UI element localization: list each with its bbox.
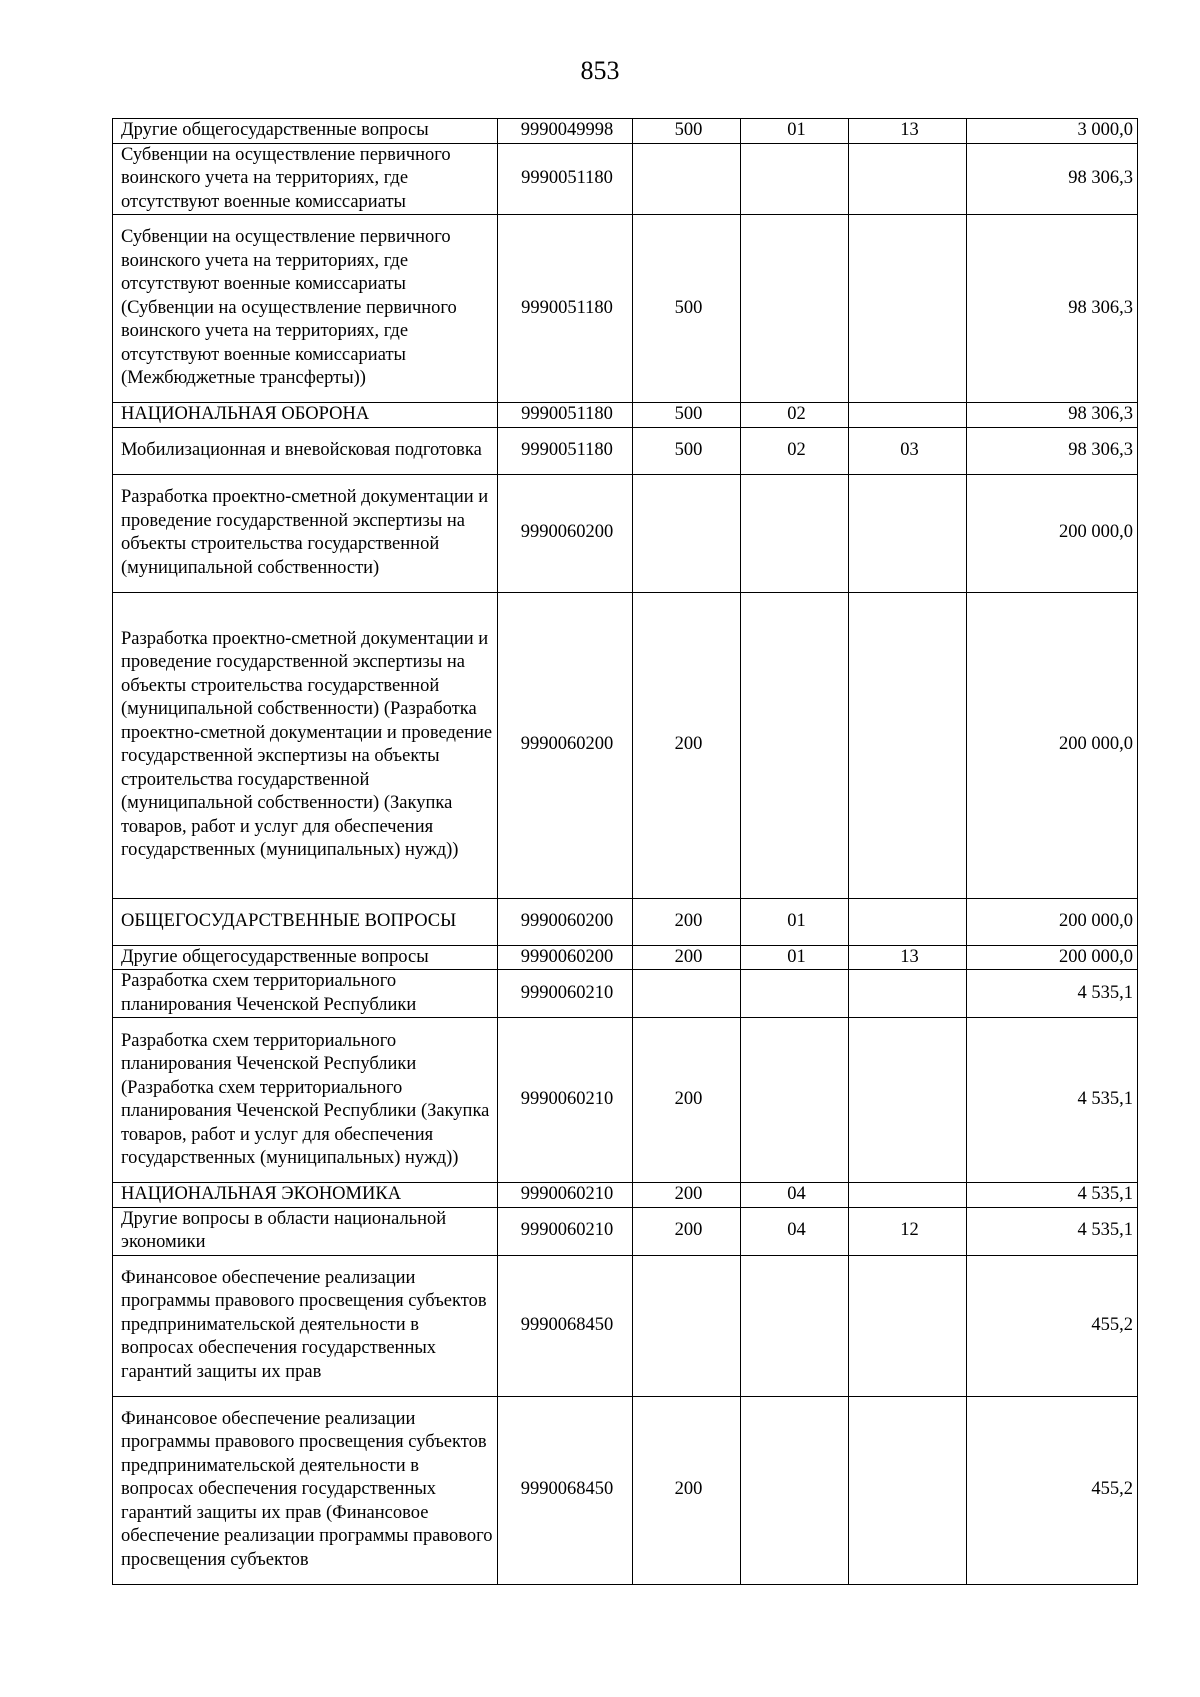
table-row <box>113 1018 1138 1183</box>
row-expense-type: 200 <box>633 1183 741 1208</box>
row-expense-type: 200 <box>633 945 741 970</box>
row-name: НАЦИОНАЛЬНАЯ ЭКОНОМИКА <box>113 1183 498 1208</box>
row-section: 01 <box>741 945 849 970</box>
row-section: 01 <box>741 898 849 945</box>
row-target-code: 9990051180 <box>498 427 633 474</box>
row-section <box>741 143 849 215</box>
row-target-code: 9990049998 <box>498 119 633 144</box>
row-section <box>741 1018 849 1183</box>
table-row <box>113 215 1138 403</box>
row-name: Финансовое обеспечение реализации программы правового просвещения субъектов предпринимательской деятельности в вопросах обеспечения государственных гарантий защиты их прав (Финансовое обеспечение реализации программы правового просвещения субъектов <box>113 1396 498 1584</box>
row-subsection <box>849 1255 967 1396</box>
row-subsection <box>849 1018 967 1183</box>
row-subsection <box>849 474 967 592</box>
row-target-code: 9990060210 <box>498 970 633 1018</box>
row-section: 02 <box>741 427 849 474</box>
row-name: Разработка схем территориального планирования Чеченской Республики (Разработка схем территориального планирования Чеченской Республики (Закупка товаров, работ и услуг для обеспечения государственных (муниципальных) нужд)) <box>113 1018 498 1183</box>
table-row <box>113 1183 1138 1208</box>
row-section <box>741 1255 849 1396</box>
row-target-code: 9990051180 <box>498 215 633 403</box>
table-row <box>113 403 1138 428</box>
row-section: 01 <box>741 119 849 144</box>
row-name: Субвенции на осуществление первичного воинского учета на территориях, где отсутствуют военные комиссариаты <box>113 143 498 215</box>
row-name: Финансовое обеспечение реализации программы правового просвещения субъектов предпринимательской деятельности в вопросах обеспечения государственных гарантий защиты их прав <box>113 1255 498 1396</box>
table-row <box>113 427 1138 474</box>
row-subsection: 12 <box>849 1207 967 1255</box>
table-row <box>113 474 1138 592</box>
row-amount: 455,2 <box>967 1255 1138 1396</box>
row-expense-type: 200 <box>633 1207 741 1255</box>
row-target-code: 9990068450 <box>498 1396 633 1584</box>
row-expense-type: 200 <box>633 1396 741 1584</box>
row-name: Субвенции на осуществление первичного воинского учета на территориях, где отсутствуют военные комиссариаты (Субвенции на осуществление первичного воинского учета на территориях, где отсутствуют военные комиссариаты (Межбюджетные трансферты)) <box>113 215 498 403</box>
table-row <box>113 898 1138 945</box>
row-name: Другие общегосударственные вопросы <box>113 119 498 144</box>
row-amount: 200 000,0 <box>967 592 1138 898</box>
row-target-code: 9990060200 <box>498 474 633 592</box>
row-target-code: 9990068450 <box>498 1255 633 1396</box>
table-row <box>113 143 1138 215</box>
row-expense-type: 500 <box>633 215 741 403</box>
row-target-code: 9990060200 <box>498 945 633 970</box>
row-subsection <box>849 403 967 428</box>
row-amount: 200 000,0 <box>967 945 1138 970</box>
table-row <box>113 592 1138 898</box>
row-amount: 98 306,3 <box>967 143 1138 215</box>
row-subsection <box>849 592 967 898</box>
row-name: Другие вопросы в области национальной экономики <box>113 1207 498 1255</box>
row-expense-type <box>633 143 741 215</box>
row-expense-type: 200 <box>633 592 741 898</box>
row-expense-type: 500 <box>633 427 741 474</box>
table-row <box>113 970 1138 1018</box>
row-name: Разработка схем территориального планирования Чеченской Республики <box>113 970 498 1018</box>
row-name: ОБЩЕГОСУДАРСТВЕННЫЕ ВОПРОСЫ <box>113 898 498 945</box>
row-section <box>741 592 849 898</box>
row-target-code: 9990051180 <box>498 403 633 428</box>
row-target-code: 9990060210 <box>498 1183 633 1208</box>
budget-table-body <box>113 119 1138 1585</box>
row-amount: 4 535,1 <box>967 1018 1138 1183</box>
row-subsection <box>849 1396 967 1584</box>
row-subsection <box>849 1183 967 1208</box>
row-amount: 200 000,0 <box>967 898 1138 945</box>
row-amount: 98 306,3 <box>967 427 1138 474</box>
row-section: 04 <box>741 1207 849 1255</box>
row-target-code: 9990051180 <box>498 143 633 215</box>
row-subsection: 03 <box>849 427 967 474</box>
table-row <box>113 119 1138 144</box>
row-subsection <box>849 143 967 215</box>
row-name: Другие общегосударственные вопросы <box>113 945 498 970</box>
budget-table <box>112 118 1138 1585</box>
row-amount: 455,2 <box>967 1396 1138 1584</box>
row-expense-type: 200 <box>633 1018 741 1183</box>
row-amount: 4 535,1 <box>967 970 1138 1018</box>
table-row <box>113 1396 1138 1584</box>
row-amount: 3 000,0 <box>967 119 1138 144</box>
table-row <box>113 1255 1138 1396</box>
row-target-code: 9990060200 <box>498 592 633 898</box>
row-amount: 98 306,3 <box>967 215 1138 403</box>
row-expense-type: 200 <box>633 898 741 945</box>
row-subsection <box>849 970 967 1018</box>
table-row <box>113 1207 1138 1255</box>
page-number: 853 <box>580 56 620 85</box>
row-section: 02 <box>741 403 849 428</box>
row-section <box>741 1396 849 1584</box>
row-name: Разработка проектно-сметной документации и проведение государственной экспертизы на объекты строительства государственной (муниципальной собственности) (Разработка проектно-сметной документации и проведение государственной экспертизы на объекты строительства государственной (муниципальной собственности) (Закупка товаров, работ и услуг для обеспечения государственных (муниципальных) нужд)) <box>113 592 498 898</box>
row-amount: 200 000,0 <box>967 474 1138 592</box>
row-expense-type <box>633 474 741 592</box>
table-row <box>113 945 1138 970</box>
row-expense-type: 500 <box>633 403 741 428</box>
row-amount: 98 306,3 <box>967 403 1138 428</box>
row-target-code: 9990060210 <box>498 1207 633 1255</box>
row-target-code: 9990060200 <box>498 898 633 945</box>
row-subsection <box>849 215 967 403</box>
row-section <box>741 474 849 592</box>
row-target-code: 9990060210 <box>498 1018 633 1183</box>
row-amount: 4 535,1 <box>967 1207 1138 1255</box>
row-subsection: 13 <box>849 119 967 144</box>
row-expense-type <box>633 1255 741 1396</box>
row-name: Мобилизационная и вневойсковая подготовка <box>113 427 498 474</box>
row-section <box>741 970 849 1018</box>
row-section <box>741 215 849 403</box>
row-amount: 4 535,1 <box>967 1183 1138 1208</box>
row-expense-type: 500 <box>633 119 741 144</box>
row-expense-type <box>633 970 741 1018</box>
row-name: НАЦИОНАЛЬНАЯ ОБОРОНА <box>113 403 498 428</box>
row-subsection: 13 <box>849 945 967 970</box>
row-section: 04 <box>741 1183 849 1208</box>
row-subsection <box>849 898 967 945</box>
row-name: Разработка проектно-сметной документации и проведение государственной экспертизы на объекты строительства государственной (муниципальной собственности) <box>113 474 498 592</box>
